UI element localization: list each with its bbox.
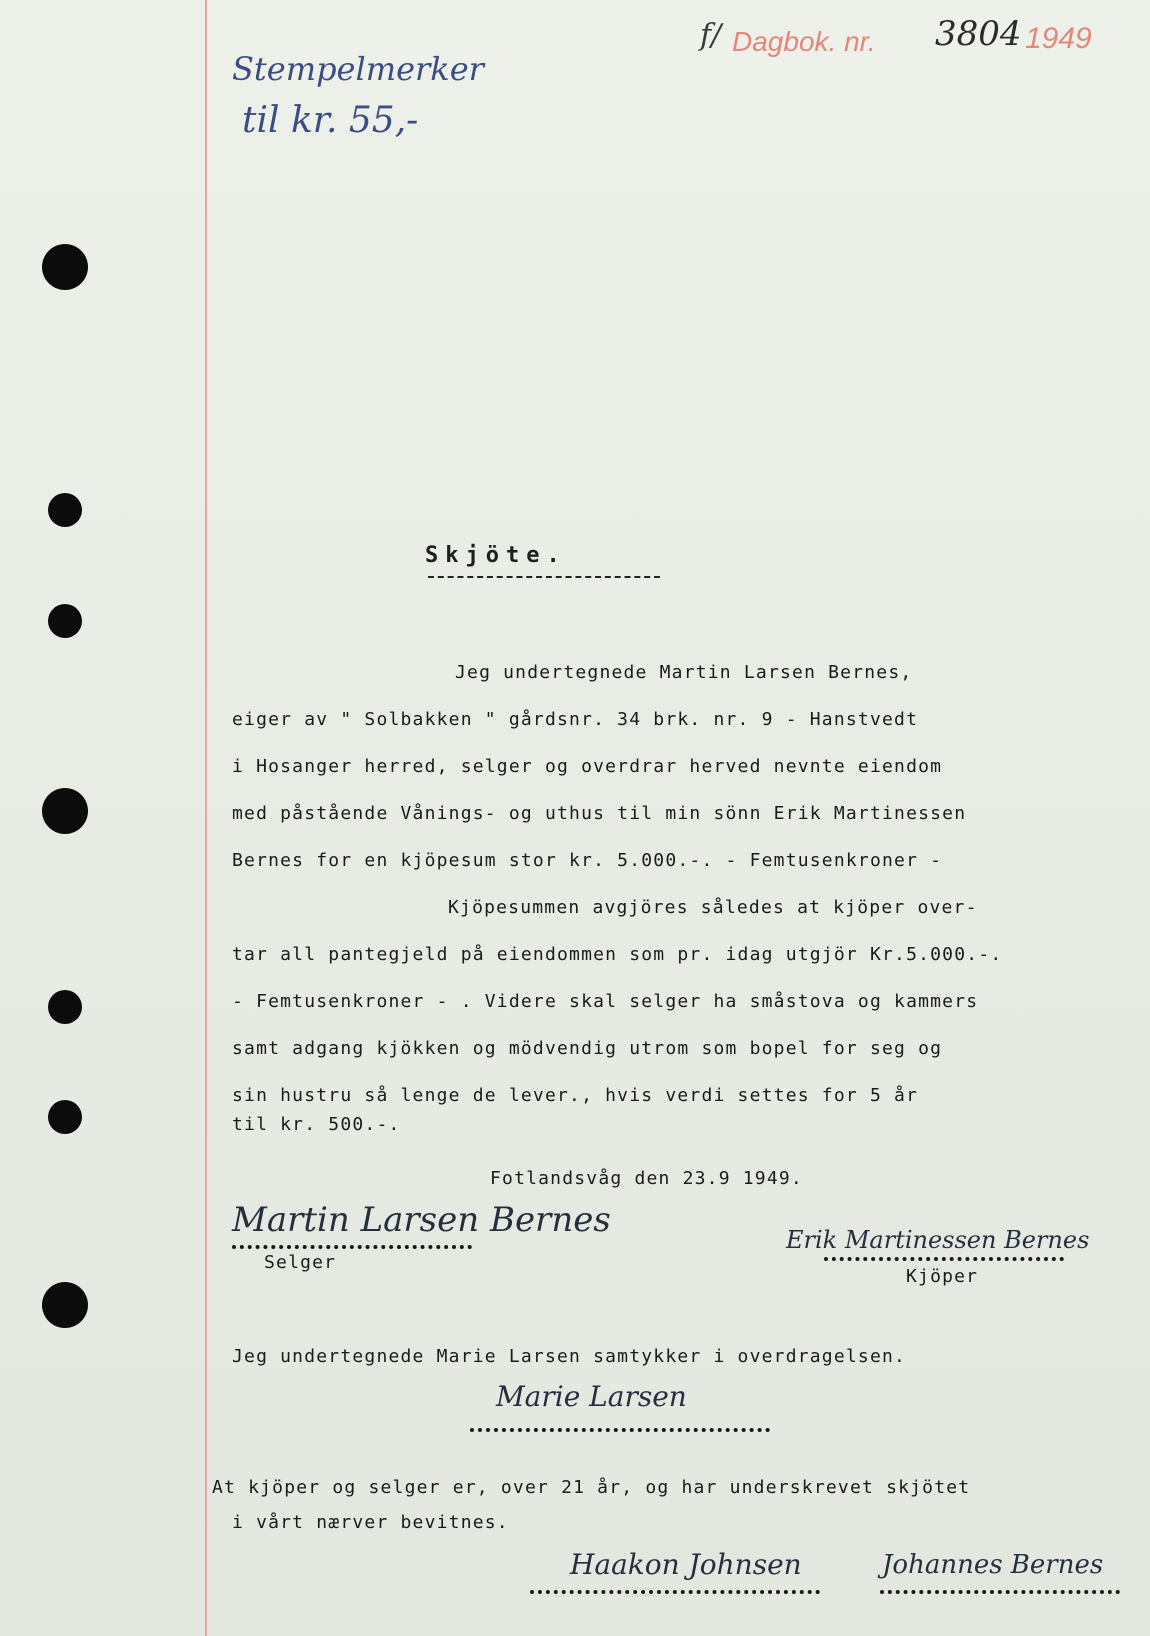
- text-line: samt adgang kjökken og mödvendig utrom som bopel for seg og: [232, 1038, 943, 1059]
- consent-signature: Marie Larsen: [496, 1380, 687, 1413]
- punch-hole: [48, 990, 82, 1024]
- seller-signature-line: [232, 1245, 472, 1249]
- buyer-signature-line: [824, 1257, 1064, 1261]
- text-line: sin hustru så lenge de lever., hvis verdi settes for 5 år: [232, 1085, 919, 1106]
- punch-hole: [48, 493, 82, 527]
- seller-label: Selger: [264, 1252, 337, 1273]
- text-line: i Hosanger herred, selger og overdrar herved nevnte eiendom: [232, 756, 943, 777]
- witness-text-line: At kjöper og selger er, over 21 år, og har underskrevet skjötet: [212, 1477, 971, 1498]
- witness2-signature-line: [880, 1590, 1120, 1594]
- stamp-prefix: Dagbok. nr.: [732, 26, 876, 57]
- text-line: til kr. 500.-.: [232, 1114, 401, 1135]
- witness2-signature: Johannes Bernes: [882, 1550, 1104, 1580]
- margin-rule: [205, 0, 207, 1636]
- punch-hole: [42, 1282, 88, 1328]
- consent-signature-line: [470, 1428, 770, 1432]
- title-underline: [428, 576, 660, 581]
- punch-hole: [42, 788, 88, 834]
- margin-note-line2: til kr. 55,-: [242, 100, 419, 141]
- document-title: Skjöte.: [425, 543, 567, 568]
- text-line: Kjöpesummen avgjöres således at kjöper over-: [448, 897, 978, 918]
- punch-hole: [48, 604, 82, 638]
- stamp-mark: f/: [700, 18, 722, 53]
- text-line: eiger av " Solbakken " gårdsnr. 34 brk. nr. 9 - Hanstvedt: [232, 709, 919, 730]
- stamp-year: 1949: [1025, 22, 1092, 55]
- witness1-signature-line: [530, 1590, 820, 1594]
- margin-note-line1: Stempelmerker: [232, 50, 484, 88]
- stamp-number: 3804: [935, 14, 1022, 54]
- buyer-label: Kjöper: [906, 1266, 979, 1287]
- witness-text-line: i vårt nærver bevitnes.: [232, 1512, 509, 1533]
- punch-hole: [48, 1100, 82, 1134]
- punch-hole: [42, 244, 88, 290]
- place-date: Fotlandsvåg den 23.9 1949.: [490, 1168, 803, 1189]
- witness1-signature: Haakon Johnsen: [570, 1548, 802, 1581]
- seller-signature: Martin Larsen Bernes: [232, 1200, 611, 1240]
- text-line: Jeg undertegnede Martin Larsen Bernes,: [455, 662, 913, 683]
- consent-text: Jeg undertegnede Marie Larsen samtykker i overdragelsen.: [232, 1346, 907, 1367]
- text-line: med påstående Vånings- og uthus til min sönn Erik Martinessen: [232, 803, 967, 824]
- text-line: - Femtusenkroner - . Videre skal selger ha småstova og kammers: [232, 991, 979, 1012]
- text-line: Bernes for en kjöpesum stor kr. 5.000.-. - Femtusenkroner -: [232, 850, 943, 871]
- text-line: tar all pantegjeld på eiendommen som pr. idag utgjör Kr.5.000.-.: [232, 944, 1003, 965]
- buyer-signature: Erik Martinessen Bernes: [786, 1226, 1090, 1254]
